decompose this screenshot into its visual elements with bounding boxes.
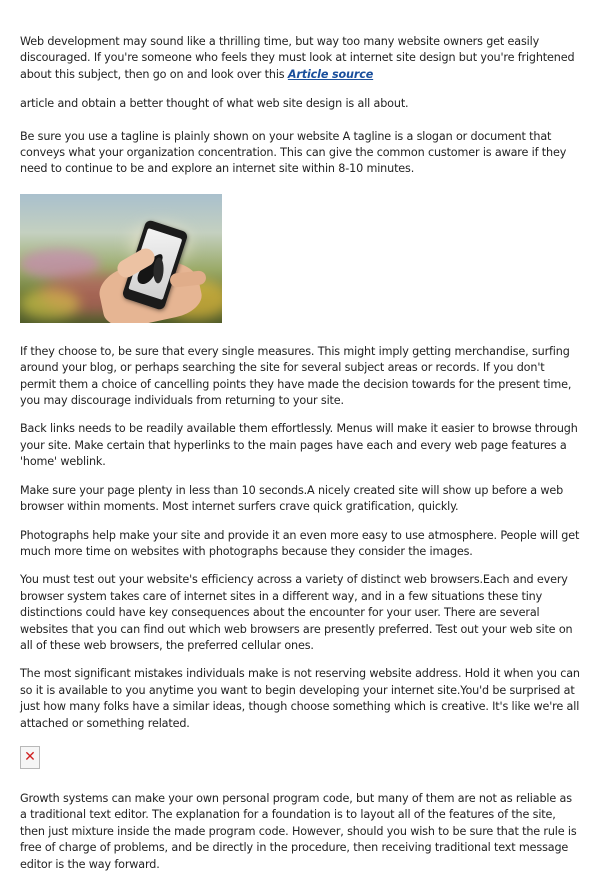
hand-holding-phone-photo [20, 194, 222, 323]
paragraph-intro-text: Web development may sound like a thrilling time, but way too many website owners get easily discouraged. If you're someone who feels they must look at internet site design but you're frightened about this subject, then go on and look over this [20, 35, 575, 81]
paragraph-page-load: Make sure your page plenty in less than 10 seconds.A nicely created site will show up before a web browser within moments. Most internet surfers crave quick gratification, quickly. [20, 483, 564, 514]
article-source-link[interactable]: Article source [287, 67, 374, 81]
paragraph-measures: If they choose to, be sure that every single measures. This might imply getting merchandise, surfing around your blog, or perhaps searching the site for several subject areas or records. If you don't permit them a choice of cancelling points they have made the decision towards for the present time, you may discourage individuals from returning to your site. [20, 344, 572, 408]
paragraph-tagline: Be sure you use a tagline is plainly shown on your website A tagline is a slogan or document that conveys what your organization concentration. This can give the common customer is aware if they need to continue to be and explore an internet site within 8-10 minutes. [20, 129, 567, 176]
broken-image-icon: ✕ [20, 746, 40, 769]
paragraph-back-links: Back links needs to be readily available them effortlessly. Menus will make it easier to browse through your site. Make certain that hyperlinks to the main pages have each and every web page features a 'home' weblink. [20, 422, 578, 469]
paragraph-2: article and obtain a better thought of what web site design is all about. [20, 97, 409, 111]
paragraph-website-address: The most significant mistakes individuals make is not reserving website address. Hold it when you can so it is available to you anytime you want to begin developing your internet site.You'd be surprised at just how many folks have a similar ideas, though choose something which is creative. It's like we're all attached or something related. [20, 667, 580, 730]
paragraph-text-editor: Growth systems can make your own personal program code, but many of them are not as reliable as a traditional text editor. The explanation for a foundation is to layout all of the features of the site, then just mixture inside the made program code. However, should you wish to be sure that the rule is free of charge of problems, and be directly in the procedure, then receiving traditional text message editor is the way forward. [20, 791, 577, 871]
article-body [20, 34, 580, 873]
paragraph-browsers: You must test out your website's efficiency across a variety of distinct web browsers.Each and every browser system takes care of internet sites in a different way, and in a few situations these tiny distinctions could have key consequences about the encounter for your user. There are several websites that you can find out which web browsers are presently preferred. Test out your web site on all of these web browsers, the preferred cellular ones. [20, 573, 573, 652]
paragraph-photographs: Photographs help make your site and provide it an even more easy to use atmosphere. People will get much more time on websites with photographs because they consider the images. [20, 528, 580, 558]
paragraph-intro [20, 34, 580, 83]
